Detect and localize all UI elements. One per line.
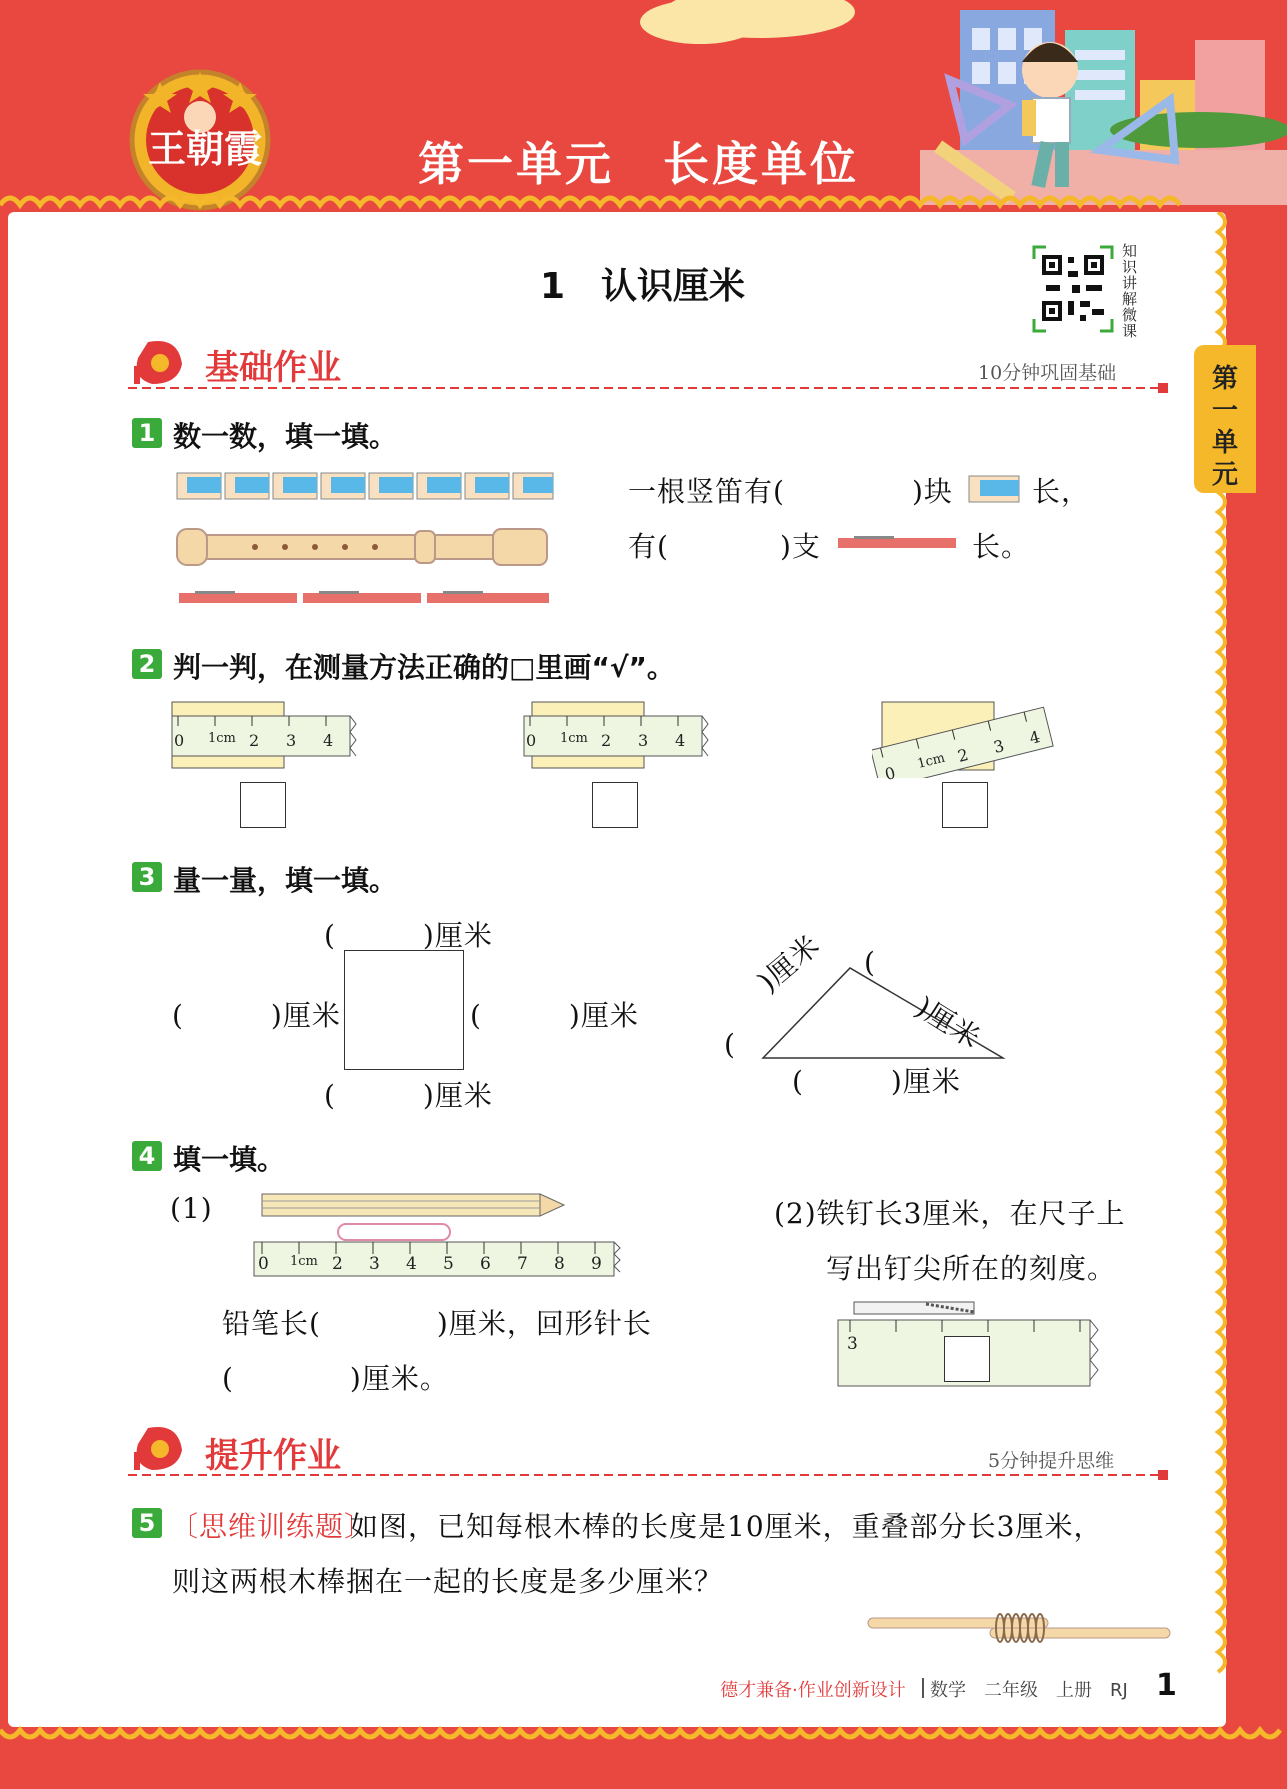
advanced-section-title: 提升作业 — [205, 1436, 341, 1476]
ruler-tick-label: 2 — [249, 731, 260, 750]
square-top-blank: ( )厘米 — [324, 919, 493, 952]
pen-icon — [836, 534, 960, 550]
question-prompt: 判一判，在测量方法正确的□里画“√”。 — [173, 651, 675, 684]
bottom-scallop — [0, 1722, 1287, 1752]
ruler-tick-label: 3 — [847, 1334, 858, 1354]
ruler-tick-label: 6 — [480, 1254, 491, 1274]
ruler-tick-label: 4 — [323, 731, 334, 750]
recorder-flute — [177, 529, 547, 565]
ruler-tick-label: 0 — [526, 731, 537, 750]
question-number: 2 — [132, 649, 162, 679]
question-number: 5 — [132, 1508, 162, 1538]
ruler-tick-label: 3 — [991, 735, 1007, 757]
ruler-tick-label: 2 — [955, 744, 971, 766]
q4-part1-label: (1) — [170, 1192, 213, 1225]
ruler-tick-label: 1cm — [560, 731, 588, 746]
q1-line2-unit: )支 — [780, 530, 821, 563]
brand-logo: 王朝霞 — [148, 126, 263, 171]
square-right-blank: ( )厘米 — [470, 999, 639, 1032]
q5-sticks — [866, 1612, 1176, 1648]
q5-tag: 〔思维训练题〕 — [170, 1510, 374, 1543]
triangle-left-paren: ( — [724, 1028, 736, 1061]
ruler-labels — [256, 1254, 636, 1278]
q5-line2: 则这两根木棒捆在一起的长度是多少厘米？ — [172, 1565, 724, 1598]
footer-brand: 德才兼备·作业创新设计 — [720, 1680, 906, 1701]
ruler-tick-label: 4 — [406, 1254, 417, 1274]
triangle-bottom-blank: ( )厘米 — [792, 1065, 961, 1098]
footer-info: 数学 二年级 上册 RJ — [930, 1680, 1128, 1701]
q4-part2-line1: (2)铁钉长3厘米，在尺子上 — [774, 1197, 1126, 1230]
unit-title: 第一单元 长度单位 — [418, 137, 859, 191]
page-number: 1 — [1156, 1668, 1177, 1703]
ruler-tick-label: 0 — [174, 731, 185, 750]
square-left-blank: ( )厘米 — [172, 999, 341, 1032]
ruler-tick-label: 8 — [554, 1254, 565, 1274]
q1-line1-end: 长， — [1032, 475, 1091, 508]
q5-line1: 如图，已知每根木棒的长度是10厘米，重叠部分长3厘米， — [350, 1510, 1103, 1543]
square-bottom-blank: ( )厘米 — [324, 1079, 493, 1112]
eraser-row — [177, 473, 553, 499]
answer-checkbox[interactable] — [240, 782, 286, 828]
ruler-tick-label: 4 — [675, 731, 686, 750]
ruler-tick-label: 1cm — [208, 731, 236, 746]
triangle-right-side-unit: )厘米 — [909, 990, 987, 1056]
ruler-tick-label: 3 — [369, 1254, 380, 1274]
ruler-tick-label: 5 — [443, 1254, 454, 1274]
ruler-tick-label: 2 — [601, 731, 612, 750]
qr-code-icon — [1032, 245, 1114, 333]
q4-part1-line1: 铅笔长( )厘米，回形针长 — [222, 1307, 652, 1340]
qr-caption: 知识讲解微课 — [1122, 242, 1138, 340]
section-divider — [128, 381, 1170, 395]
side-tab-label: 第一单元 — [1211, 364, 1238, 490]
q1-line1-unit: )块 — [912, 475, 953, 508]
footer-divider — [922, 1678, 924, 1698]
section-divider — [128, 1468, 1170, 1482]
question-prompt: 量一量，填一填。 — [173, 864, 398, 897]
ruler-tick-label: 7 — [517, 1254, 528, 1274]
q4-part1-line2: ( )厘米。 — [222, 1362, 449, 1395]
question-number: 1 — [132, 418, 162, 448]
q1-figures — [175, 465, 555, 615]
question-number: 4 — [132, 1141, 162, 1171]
ruler-tick-label: 0 — [258, 1254, 269, 1274]
ruler-tick-label: 1cm — [290, 1254, 318, 1269]
q1-line2-start: 有( — [628, 530, 669, 563]
lamp-icon — [128, 1422, 188, 1474]
ruler-tick-label: 4 — [1027, 727, 1042, 748]
question-number: 3 — [132, 862, 162, 892]
ruler-tick-label: 0 — [882, 763, 898, 784]
lesson-title: 1 认识厘米 — [540, 266, 746, 307]
answer-checkbox[interactable] — [942, 782, 988, 828]
eraser-icon — [968, 474, 1022, 504]
q4-part2-line2: 写出钉尖所在的刻度。 — [826, 1252, 1117, 1285]
advanced-section-note: 5分钟提升思维 — [988, 1450, 1115, 1472]
ruler-tick-label: 9 — [591, 1254, 602, 1274]
ruler-tick-label: 2 — [332, 1254, 343, 1274]
q1-line2-end: 长。 — [972, 530, 1031, 563]
basic-section-note: 10分钟巩固基础 — [978, 362, 1117, 384]
pen-row — [179, 591, 549, 603]
ruler-tick-label: 3 — [286, 731, 297, 750]
answer-checkbox[interactable] — [592, 782, 638, 828]
question-prompt: 数一数，填一填。 — [173, 420, 398, 453]
q1-line1-start: 一根竖笛有( — [628, 475, 785, 508]
answer-box[interactable] — [944, 1336, 990, 1382]
ruler-tick-label: 3 — [638, 731, 649, 750]
triangle-right-paren: ( — [864, 946, 876, 979]
triangle-left-side-unit: )厘米 — [751, 928, 827, 999]
question-prompt: 填一填。 — [173, 1143, 286, 1176]
measure-square — [344, 950, 464, 1070]
basic-section-title: 基础作业 — [205, 348, 341, 388]
ruler-tick-label: 1cm — [915, 750, 947, 772]
side-tab-unit — [1194, 345, 1256, 493]
